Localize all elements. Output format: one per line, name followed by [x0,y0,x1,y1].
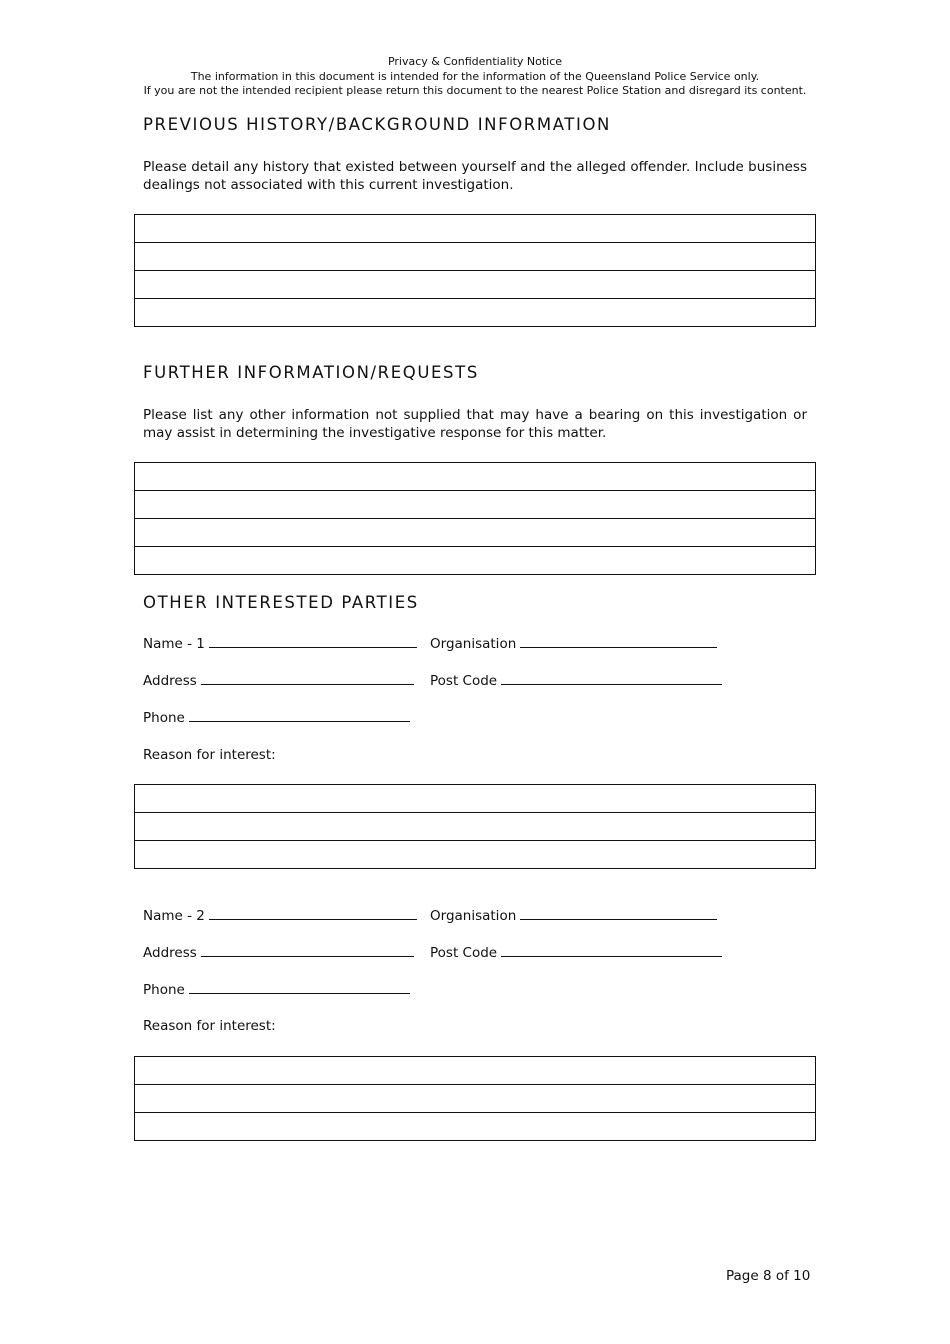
party2-organisation-field[interactable] [430,908,717,924]
party2-phone-input[interactable] [189,983,410,994]
history-answer-line[interactable] [135,270,815,298]
party2-name-field[interactable] [143,908,417,924]
history-answer-line[interactable] [135,215,815,242]
party2-reason-box[interactable] [134,1056,816,1141]
further-answer-box[interactable] [134,462,816,575]
history-instructions: Please detail any history that existed between yourself and the alleged offender. Include business dealings not associated with this current investigation. [143,159,807,193]
further-answer-line[interactable] [135,546,815,574]
history-heading: PREVIOUS HISTORY/BACKGROUND INFORMATION [143,115,611,134]
party1-phone-input[interactable] [189,711,410,722]
party2-phone-label: Phone [143,982,185,998]
privacy-notice [0,55,950,99]
party1-name-label: Name - 1 [143,636,205,652]
party2-reason-line[interactable] [135,1057,815,1084]
party2-name-input[interactable] [209,909,417,920]
further-answer-line[interactable] [135,463,815,490]
party1-organisation-input[interactable] [520,637,717,648]
party1-name-input[interactable] [209,637,417,648]
party2-phone-field[interactable] [143,982,410,998]
notice-title: Privacy & Confidentiality Notice [387,55,563,68]
party2-postcode-input[interactable] [501,946,722,957]
party1-postcode-label: Post Code [430,673,498,689]
history-answer-line[interactable] [135,242,815,270]
party2-postcode-field[interactable] [430,945,722,961]
history-answer-line[interactable] [135,298,815,326]
party2-postcode-label: Post Code [430,945,498,961]
party2-organisation-label: Organisation [430,908,517,924]
party1-reason-line[interactable] [135,840,815,868]
party2-reason-label: Reason for interest: [143,1018,276,1034]
party2-reason-line[interactable] [135,1112,815,1140]
party1-address-input[interactable] [201,674,414,685]
notice-line-2: If you are not the intended recipient please return this document to the nearest Police Station and disregard its content. [143,84,807,97]
party1-postcode-input[interactable] [501,674,722,685]
party1-phone-field[interactable] [143,710,410,726]
party1-postcode-field[interactable] [430,673,722,689]
party1-phone-label: Phone [143,710,185,726]
party2-organisation-input[interactable] [520,909,717,920]
party2-name-label: Name - 2 [143,908,205,924]
party1-organisation-label: Organisation [430,636,517,652]
party1-address-label: Address [143,673,197,689]
further-answer-line[interactable] [135,518,815,546]
party1-address-field[interactable] [143,673,414,689]
notice-line-1: The information in this document is intended for the information of the Queensland Police Service only. [190,69,760,83]
party1-reason-line[interactable] [135,785,815,812]
further-instructions: Please list any other information not supplied that may have a bearing on this investigation or may assist in determining the investigative response for this matter. [143,407,807,441]
party1-reason-line[interactable] [135,812,815,840]
page-number: Page 8 of 10 [726,1268,811,1284]
party2-address-input[interactable] [201,946,414,957]
further-answer-line[interactable] [135,490,815,518]
party1-reason-label: Reason for interest: [143,747,276,763]
party2-reason-line[interactable] [135,1084,815,1112]
further-heading: FURTHER INFORMATION/REQUESTS [143,363,479,382]
party2-address-field[interactable] [143,945,414,961]
party1-organisation-field[interactable] [430,636,717,652]
party1-name-field[interactable] [143,636,417,652]
parties-heading: OTHER INTERESTED PARTIES [143,593,419,612]
party1-reason-box[interactable] [134,784,816,869]
history-answer-box[interactable] [134,214,816,327]
party2-address-label: Address [143,945,197,961]
